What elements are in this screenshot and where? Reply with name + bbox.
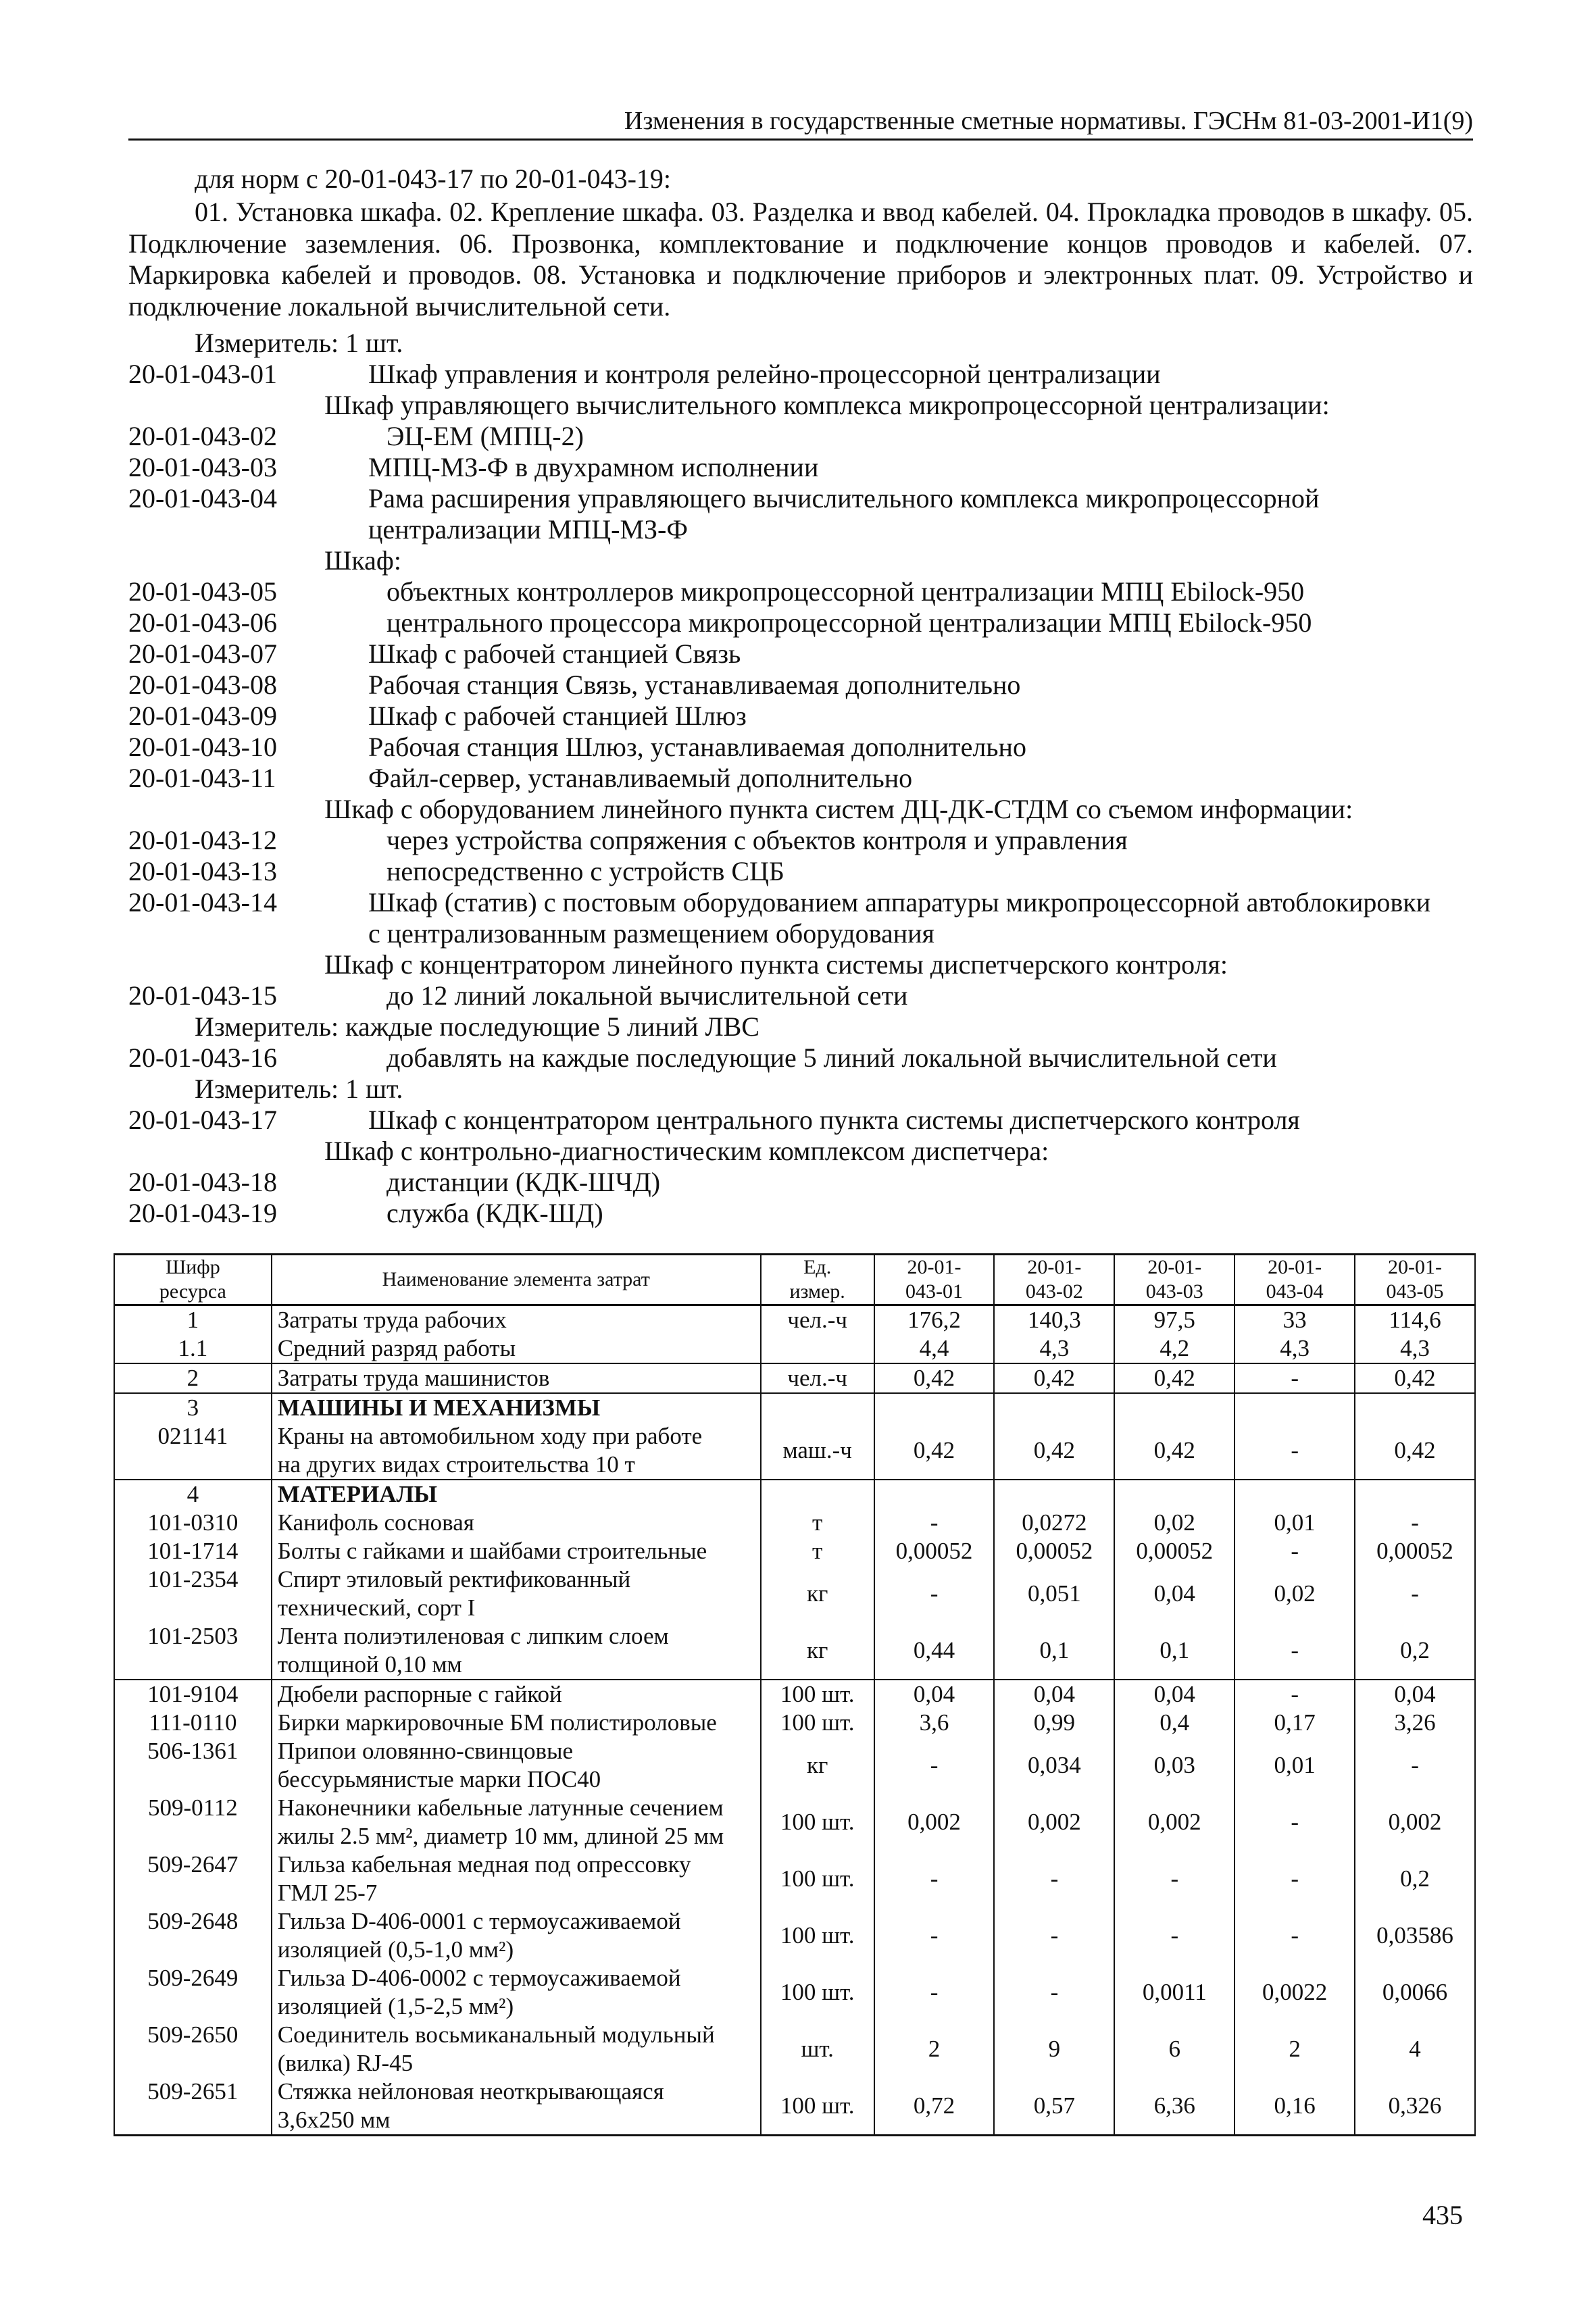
norm-group-heading: Шкаф с контрольно-диагностическим комплексом диспетчера: bbox=[324, 1136, 1049, 1166]
resource-code-cell: 4 bbox=[114, 1480, 272, 1509]
norm-name: центрального процессора микропроцессорной централизации МПЦ Ebilock-950 bbox=[386, 607, 1312, 638]
cost-element-cell bbox=[272, 2021, 761, 2078]
norm-value-cell: 0,04 bbox=[1114, 1680, 1235, 1709]
norm-value-cell: 0,326 bbox=[1355, 2078, 1475, 2136]
norm-code: 20-01-043-17 bbox=[128, 1105, 277, 1135]
cost-element-line: Лента полиэтиленовая с липким слоем bbox=[277, 1623, 669, 1649]
norm-code: 20-01-043-10 bbox=[128, 732, 277, 762]
table-row bbox=[114, 1622, 1475, 1680]
cost-element-cell: Канифоль сосновая bbox=[272, 1509, 761, 1537]
unit-cell bbox=[761, 1334, 874, 1363]
norm-value-cell: 4,3 bbox=[994, 1334, 1114, 1363]
cost-element-cell bbox=[272, 1851, 761, 1907]
norm-value-cell: 0,002 bbox=[1355, 1794, 1475, 1851]
cost-element-line: на других видах строительства 10 т bbox=[277, 1451, 635, 1478]
norm-value-cell: 0,051 bbox=[994, 1565, 1114, 1622]
norm-value-cell bbox=[1235, 1480, 1355, 1509]
norm-value-cell: - bbox=[994, 1964, 1114, 2021]
unit-cell: чел.-ч bbox=[761, 1305, 874, 1335]
norm-value-cell: 0,42 bbox=[874, 1422, 995, 1480]
unit-cell bbox=[761, 1480, 874, 1509]
norm-value-cell: 0,42 bbox=[994, 1363, 1114, 1393]
cost-element-cell: Затраты труда машинистов bbox=[272, 1363, 761, 1393]
norm-value-cell: 0,04 bbox=[874, 1680, 995, 1709]
norm-value-cell: 0,00052 bbox=[874, 1537, 995, 1565]
cost-element-line: технический, сорт I bbox=[277, 1594, 476, 1621]
norm-name: через устройства сопряжения с объектов контроля и управления bbox=[386, 825, 1128, 855]
resource-code-cell: 509-2649 bbox=[114, 1964, 272, 2021]
norm-value-cell: 0,42 bbox=[1114, 1363, 1235, 1393]
cost-element-cell: Затраты труда рабочих bbox=[272, 1305, 761, 1335]
intro-heading: для норм с 20-01-043-17 по 20-01-043-19: bbox=[195, 164, 672, 194]
norm-value-cell: 0,0022 bbox=[1235, 1964, 1355, 2021]
norm-code: 20-01-043-14 bbox=[128, 887, 277, 917]
header-unit: Ед. измер. bbox=[761, 1255, 874, 1305]
norm-value-cell: 0,57 bbox=[994, 2078, 1114, 2136]
norm-value-cell: - bbox=[874, 1851, 995, 1907]
resource-code-cell: 101-2354 bbox=[114, 1565, 272, 1622]
table-row bbox=[114, 1737, 1475, 1794]
norm-value-cell: 0,2 bbox=[1355, 1851, 1475, 1907]
norm-value-cell: 3,26 bbox=[1355, 1709, 1475, 1737]
norm-name: Шкаф с концентратором центрального пункта системы диспетчерского контроля bbox=[368, 1105, 1300, 1135]
norm-value-cell: 6 bbox=[1114, 2021, 1235, 2078]
norm-value-cell: 114,6 bbox=[1355, 1305, 1475, 1335]
norm-value-cell: 0,04 bbox=[1114, 1565, 1235, 1622]
resource-table bbox=[114, 1253, 1476, 2136]
norm-name: Рабочая станция Шлюз, устанавливаемая дополнительно bbox=[368, 732, 1026, 762]
norm-value-cell: 0,99 bbox=[994, 1709, 1114, 1737]
norm-value-cell: - bbox=[874, 1907, 995, 1964]
norm-code: 20-01-043-11 bbox=[128, 763, 276, 793]
norm-value-cell: - bbox=[1235, 1622, 1355, 1680]
resource-code-cell: 101-1714 bbox=[114, 1537, 272, 1565]
norm-value-cell: 0,002 bbox=[1114, 1794, 1235, 1851]
norm-value-cell: 0,0011 bbox=[1114, 1964, 1235, 2021]
norm-name: Рабочая станция Связь, устанавливаемая дополнительно bbox=[368, 670, 1021, 700]
norm-value-cell: 4,2 bbox=[1114, 1334, 1235, 1363]
cost-element-line: Спирт этиловый ректификованный bbox=[277, 1566, 631, 1592]
norm-value-cell: 0,01 bbox=[1235, 1737, 1355, 1794]
unit-cell bbox=[761, 1393, 874, 1422]
table-row bbox=[114, 2021, 1475, 2078]
unit-cell: 100 шт. bbox=[761, 1680, 874, 1709]
cost-element-cell: Средний разряд работы bbox=[272, 1334, 761, 1363]
norm-value-cell: 0,00052 bbox=[1355, 1537, 1475, 1565]
norm-value-cell: 4,4 bbox=[874, 1334, 995, 1363]
norm-value-cell: 0,42 bbox=[1114, 1422, 1235, 1480]
norm-name: до 12 линий локальной вычислительной сети bbox=[386, 980, 908, 1011]
norm-value-cell: 6,36 bbox=[1114, 2078, 1235, 2136]
norm-value-cell: 0,2 bbox=[1355, 1622, 1475, 1680]
norm-group-heading: Шкаф управляющего вычислительного комплекса микропроцессорной централизации: bbox=[324, 390, 1330, 420]
work-composition-text: 01. Установка шкафа. 02. Крепление шкафа. 03. Разделка и ввод кабелей. 04. Прокладка проводов в шкафу. 05. Подключение заземления. 06. Прозвонка, комплектование и подключение концов проводов и кабелей. 07. Маркировка кабелей и проводов. 08. Установка и подключение приборов и электронных плат. 09. Устройство и подключение локальной вычислительной сети. bbox=[128, 197, 1473, 322]
norm-value-cell: 0,0272 bbox=[994, 1509, 1114, 1537]
cost-element-cell bbox=[272, 1622, 761, 1680]
table-row bbox=[114, 1393, 1475, 1422]
resource-code-cell: 111-0110 bbox=[114, 1709, 272, 1737]
measure-unit-line: Измеритель: 1 шт. bbox=[195, 1074, 403, 1104]
norm-name-continued: централизации МПЦ-МЗ-Ф bbox=[368, 514, 688, 545]
norm-value-cell: 4,3 bbox=[1355, 1334, 1475, 1363]
table-row bbox=[114, 1565, 1475, 1622]
header-norm-col: 20-01- 043-03 bbox=[1114, 1255, 1235, 1305]
table-header-row bbox=[114, 1255, 1475, 1305]
norm-value-cell: - bbox=[874, 1964, 995, 2021]
norm-value-cell: - bbox=[1114, 1851, 1235, 1907]
running-header: Изменения в государственные сметные нормативы. ГЭСНм 81-03-2001-И1(9) bbox=[128, 105, 1473, 141]
norm-value-cell: 4 bbox=[1355, 2021, 1475, 2078]
resource-code-cell: 506-1361 bbox=[114, 1737, 272, 1794]
cost-element-cell: МАТЕРИАЛЫ bbox=[272, 1480, 761, 1509]
unit-cell: кг bbox=[761, 1737, 874, 1794]
norm-code: 20-01-043-01 bbox=[128, 359, 277, 389]
resource-code-cell: 509-0112 bbox=[114, 1794, 272, 1851]
norm-value-cell: - bbox=[1235, 1907, 1355, 1964]
norm-value-cell: - bbox=[1355, 1509, 1475, 1537]
norm-value-cell: 3,6 bbox=[874, 1709, 995, 1737]
norm-value-cell bbox=[874, 1480, 995, 1509]
norm-value-cell bbox=[1114, 1480, 1235, 1509]
norm-value-cell: - bbox=[1355, 1737, 1475, 1794]
norm-value-cell: 0,0066 bbox=[1355, 1964, 1475, 2021]
norm-value-cell: - bbox=[1235, 1680, 1355, 1709]
norm-value-cell: 0,02 bbox=[1235, 1565, 1355, 1622]
norm-code: 20-01-043-15 bbox=[128, 980, 277, 1011]
header-norm-col: 20-01- 043-01 bbox=[874, 1255, 995, 1305]
cost-element-line: изоляцией (1,5-2,5 мм²) bbox=[277, 1993, 514, 2019]
norm-value-cell: 0,002 bbox=[874, 1794, 995, 1851]
norm-value-cell: - bbox=[874, 1737, 995, 1794]
resource-code-cell: 509-2647 bbox=[114, 1851, 272, 1907]
cost-element-line: 3,6х250 мм bbox=[277, 2107, 391, 2133]
resource-code-cell: 1 bbox=[114, 1305, 272, 1335]
table-row bbox=[114, 1851, 1475, 1907]
norm-name: добавлять на каждые последующие 5 линий локальной вычислительной сети bbox=[386, 1042, 1277, 1073]
norm-value-cell: 0,03586 bbox=[1355, 1907, 1475, 1964]
unit-cell: кг bbox=[761, 1565, 874, 1622]
cost-element-line: Соединитель восьмиканальный модульный bbox=[277, 2021, 715, 2048]
norm-name: дистанции (КДК-ШЧД) bbox=[386, 1167, 661, 1197]
unit-cell: 100 шт. bbox=[761, 1964, 874, 2021]
norm-name: Шкаф с рабочей станцией Связь bbox=[368, 638, 741, 669]
unit-cell: чел.-ч bbox=[761, 1363, 874, 1393]
table-row bbox=[114, 1680, 1475, 1709]
norm-code: 20-01-043-09 bbox=[128, 701, 277, 731]
cost-element-cell bbox=[272, 1737, 761, 1794]
norm-code: 20-01-043-12 bbox=[128, 825, 277, 855]
norm-group-heading: Шкаф с оборудованием линейного пункта систем ДЦ-ДК-СТДМ со съемом информации: bbox=[324, 794, 1353, 824]
cost-element-line: (вилка) RJ-45 bbox=[277, 2050, 414, 2076]
norm-value-cell bbox=[994, 1480, 1114, 1509]
norm-name: Шкаф (статив) с постовым оборудованием аппаратуры микропроцессорной автоблокировки bbox=[368, 887, 1431, 917]
table-row bbox=[114, 1363, 1475, 1393]
norm-value-cell: 4,3 bbox=[1235, 1334, 1355, 1363]
header-norm-col: 20-01- 043-05 bbox=[1355, 1255, 1475, 1305]
norm-code: 20-01-043-19 bbox=[128, 1198, 277, 1228]
cost-element-cell bbox=[272, 1964, 761, 2021]
cost-element-line: Краны на автомобильном ходу при работе bbox=[277, 1423, 703, 1449]
norm-value-cell bbox=[874, 1393, 995, 1422]
cost-element-line: Гильза кабельная медная под опрессовку bbox=[277, 1851, 691, 1878]
norm-code: 20-01-043-04 bbox=[128, 483, 277, 513]
table-row bbox=[114, 1480, 1475, 1509]
unit-cell: т bbox=[761, 1509, 874, 1537]
page-number: 435 bbox=[1422, 2200, 1463, 2230]
cost-element-line: Наконечники кабельные латунные сечением bbox=[277, 1794, 724, 1821]
cost-element-cell bbox=[272, 1794, 761, 1851]
norm-code: 20-01-043-16 bbox=[128, 1042, 277, 1073]
norm-value-cell: 0,16 bbox=[1235, 2078, 1355, 2136]
table-row bbox=[114, 1709, 1475, 1737]
norm-value-cell: - bbox=[874, 1565, 995, 1622]
norm-value-cell: 140,3 bbox=[994, 1305, 1114, 1335]
cost-element-cell: МАШИНЫ И МЕХАНИЗМЫ bbox=[272, 1393, 761, 1422]
unit-cell: 100 шт. bbox=[761, 2078, 874, 2136]
table-row bbox=[114, 1334, 1475, 1363]
table-row bbox=[114, 1422, 1475, 1480]
cost-element-cell: Болты с гайками и шайбами строительные bbox=[272, 1537, 761, 1565]
resource-code-cell: 101-9104 bbox=[114, 1680, 272, 1709]
table-row bbox=[114, 2078, 1475, 2136]
table-row bbox=[114, 1305, 1475, 1335]
norm-name: Шкаф управления и контроля релейно-процессорной централизации bbox=[368, 359, 1161, 389]
norm-code: 20-01-043-05 bbox=[128, 576, 277, 607]
norm-value-cell: 0,01 bbox=[1235, 1509, 1355, 1537]
norm-value-cell bbox=[1355, 1480, 1475, 1509]
norm-name: Шкаф с рабочей станцией Шлюз bbox=[368, 701, 747, 731]
norm-value-cell: 2 bbox=[1235, 2021, 1355, 2078]
norm-name: объектных контроллеров микропроцессорной централизации МПЦ Ebilock-950 bbox=[386, 576, 1305, 607]
resource-code-cell: 509-2651 bbox=[114, 2078, 272, 2136]
cost-element-line: изоляцией (0,5-1,0 мм²) bbox=[277, 1936, 514, 1963]
resource-code-cell: 509-2650 bbox=[114, 2021, 272, 2078]
norm-value-cell: 176,2 bbox=[874, 1305, 995, 1335]
unit-cell: 100 шт. bbox=[761, 1907, 874, 1964]
norm-name: непосредственно с устройств СЦБ bbox=[386, 856, 784, 886]
cost-element-cell bbox=[272, 1422, 761, 1480]
norm-name: ЭЦ-ЕМ (МПЦ-2) bbox=[386, 421, 584, 451]
unit-cell: 100 шт. bbox=[761, 1709, 874, 1737]
cost-element-line: бессурьмянистые марки ПОС40 bbox=[277, 1766, 601, 1792]
resource-code-cell: 3 bbox=[114, 1393, 272, 1422]
resource-code-cell: 021141 bbox=[114, 1422, 272, 1480]
norm-value-cell bbox=[1235, 1393, 1355, 1422]
norm-value-cell bbox=[994, 1393, 1114, 1422]
norm-value-cell: - bbox=[1235, 1537, 1355, 1565]
norm-code: 20-01-043-02 bbox=[128, 421, 277, 451]
norm-value-cell: - bbox=[1355, 1565, 1475, 1622]
header-resource-code: Шифр ресурса bbox=[114, 1255, 272, 1305]
measure-unit-line: Измеритель: каждые последующие 5 линий ЛВС bbox=[195, 1011, 759, 1042]
norm-value-cell: 2 bbox=[874, 2021, 995, 2078]
norm-value-cell: - bbox=[874, 1509, 995, 1537]
table-row bbox=[114, 1537, 1475, 1565]
norm-value-cell: 0,44 bbox=[874, 1622, 995, 1680]
norm-code: 20-01-043-13 bbox=[128, 856, 277, 886]
unit-cell: 100 шт. bbox=[761, 1851, 874, 1907]
norm-name-continued: с централизованным размещением оборудования bbox=[368, 918, 934, 949]
norm-value-cell: 0,002 bbox=[994, 1794, 1114, 1851]
table-row bbox=[114, 1509, 1475, 1537]
norm-code: 20-01-043-18 bbox=[128, 1167, 277, 1197]
cost-element-cell bbox=[272, 1565, 761, 1622]
resource-code-cell: 2 bbox=[114, 1363, 272, 1393]
unit-cell: кг bbox=[761, 1622, 874, 1680]
norm-value-cell: - bbox=[994, 1907, 1114, 1964]
norm-code: 20-01-043-03 bbox=[128, 452, 277, 482]
resource-code-cell: 1.1 bbox=[114, 1334, 272, 1363]
cost-element-line: ГМЛ 25-7 bbox=[277, 1880, 378, 1906]
cost-element-line: Гильза D-406-0001 с термоусаживаемой bbox=[277, 1908, 681, 1934]
norm-value-cell: 0,4 bbox=[1114, 1709, 1235, 1737]
cost-element-cell: Бирки маркировочные БМ полистироловые bbox=[272, 1709, 761, 1737]
norm-code: 20-01-043-06 bbox=[128, 607, 277, 638]
norm-name: Файл-сервер, устанавливаемый дополнительно bbox=[368, 763, 913, 793]
norm-value-cell: 0,00052 bbox=[1114, 1537, 1235, 1565]
norm-value-cell: 0,04 bbox=[994, 1680, 1114, 1709]
table-row bbox=[114, 1964, 1475, 2021]
norm-name: МПЦ-МЗ-Ф в двухрамном исполнении bbox=[368, 452, 819, 482]
norm-value-cell: 33 bbox=[1235, 1305, 1355, 1335]
cost-element-line: жилы 2.5 мм², диаметр 10 мм, длиной 25 мм bbox=[277, 1823, 724, 1849]
unit-cell: т bbox=[761, 1537, 874, 1565]
norm-value-cell: 0,00052 bbox=[994, 1537, 1114, 1565]
unit-cell: шт. bbox=[761, 2021, 874, 2078]
cost-element-line: Припои оловянно-свинцовые bbox=[277, 1738, 574, 1764]
norm-group-heading: Шкаф: bbox=[324, 545, 401, 576]
norm-value-cell: 0,02 bbox=[1114, 1509, 1235, 1537]
norm-value-cell bbox=[1355, 1393, 1475, 1422]
cost-element-cell: Дюбели распорные с гайкой bbox=[272, 1680, 761, 1709]
norm-value-cell: 0,1 bbox=[1114, 1622, 1235, 1680]
cost-element-cell bbox=[272, 1907, 761, 1964]
norm-value-cell: 97,5 bbox=[1114, 1305, 1235, 1335]
norm-value-cell: 0,17 bbox=[1235, 1709, 1355, 1737]
norm-value-cell: 0,034 bbox=[994, 1737, 1114, 1794]
cost-element-line: Гильза D-406-0002 с термоусаживаемой bbox=[277, 1965, 681, 1991]
norm-value-cell: 0,1 bbox=[994, 1622, 1114, 1680]
norm-value-cell: - bbox=[994, 1851, 1114, 1907]
norm-value-cell: 0,04 bbox=[1355, 1680, 1475, 1709]
norm-value-cell: - bbox=[1235, 1851, 1355, 1907]
norm-value-cell: 0,42 bbox=[994, 1422, 1114, 1480]
resource-code-cell: 101-2503 bbox=[114, 1622, 272, 1680]
norm-value-cell: 0,42 bbox=[1355, 1363, 1475, 1393]
measure-unit-line: Измеритель: 1 шт. bbox=[195, 328, 403, 358]
cost-element-line: Стяжка нейлоновая неоткрывающаяся bbox=[277, 2078, 664, 2105]
norm-value-cell: - bbox=[1114, 1907, 1235, 1964]
norm-value-cell: - bbox=[1235, 1422, 1355, 1480]
cost-element-line: толщиной 0,10 мм bbox=[277, 1651, 462, 1678]
unit-cell: 100 шт. bbox=[761, 1794, 874, 1851]
norm-group-heading: Шкаф с концентратором линейного пункта системы диспетчерского контроля: bbox=[324, 949, 1228, 980]
norm-value-cell: - bbox=[1235, 1794, 1355, 1851]
table-row bbox=[114, 1907, 1475, 1964]
norm-value-cell: 0,03 bbox=[1114, 1737, 1235, 1794]
norm-value-cell: 0,42 bbox=[1355, 1422, 1475, 1480]
resource-code-cell: 509-2648 bbox=[114, 1907, 272, 1964]
unit-cell: маш.-ч bbox=[761, 1422, 874, 1480]
norm-name: Рама расширения управляющего вычислительного комплекса микропроцессорной bbox=[368, 483, 1320, 513]
norm-name: служба (КДК-ШД) bbox=[386, 1198, 603, 1228]
table-row bbox=[114, 1794, 1475, 1851]
cost-element-cell bbox=[272, 2078, 761, 2136]
norm-value-cell: 0,72 bbox=[874, 2078, 995, 2136]
resource-code-cell: 101-0310 bbox=[114, 1509, 272, 1537]
norm-value-cell: - bbox=[1235, 1363, 1355, 1393]
header-cost-element: Наименование элемента затрат bbox=[272, 1255, 761, 1305]
norm-value-cell bbox=[1114, 1393, 1235, 1422]
header-norm-col: 20-01- 043-04 bbox=[1235, 1255, 1355, 1305]
norm-value-cell: 9 bbox=[994, 2021, 1114, 2078]
norm-code: 20-01-043-08 bbox=[128, 670, 277, 700]
norm-code: 20-01-043-07 bbox=[128, 638, 277, 669]
header-norm-col: 20-01- 043-02 bbox=[994, 1255, 1114, 1305]
norm-value-cell: 0,42 bbox=[874, 1363, 995, 1393]
